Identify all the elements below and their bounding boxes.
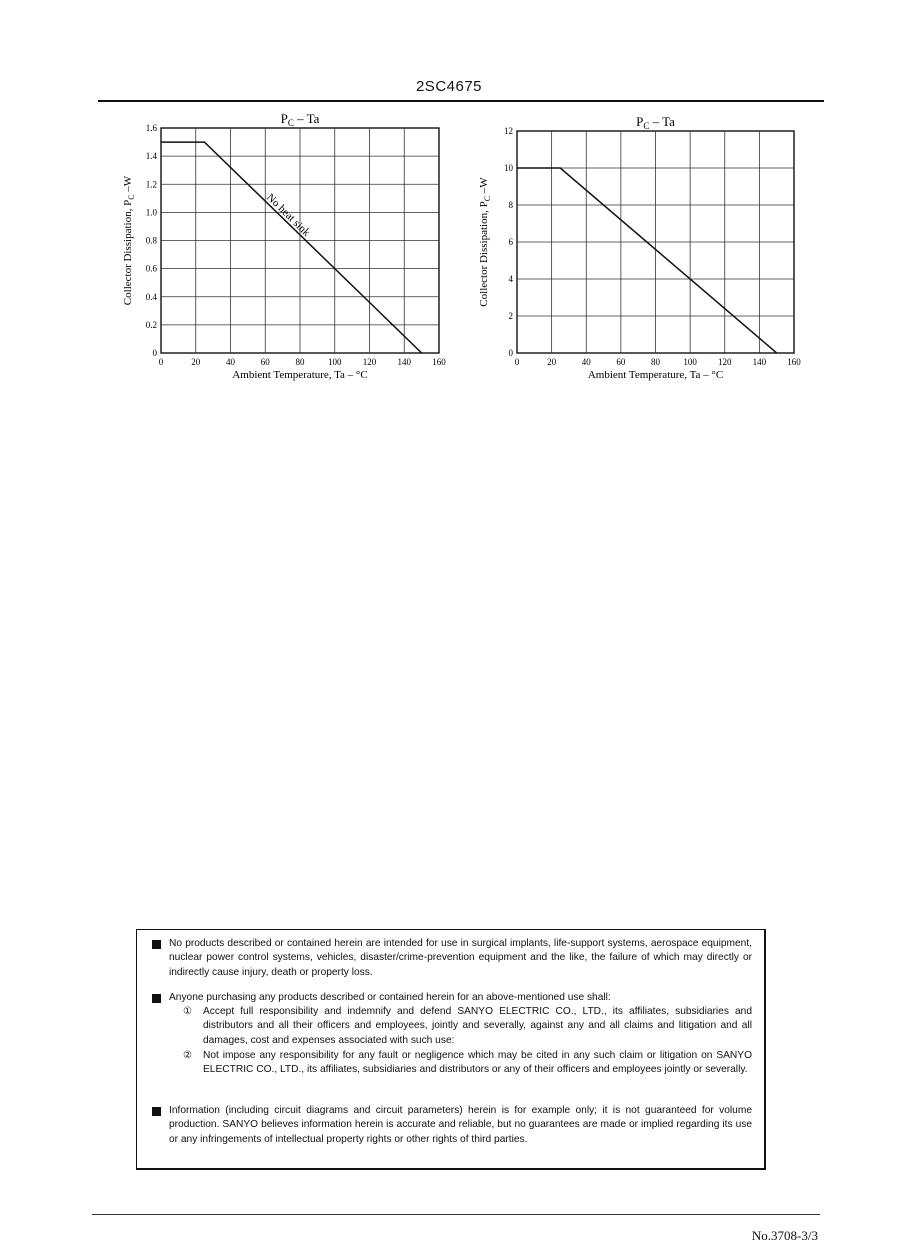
x-tick-label: 80	[651, 357, 660, 367]
y-tick-label: 6	[508, 237, 513, 247]
part-number: 2SC4675	[415, 78, 483, 95]
disclaimer-text-3: Information (including circuit diagrams and circuit parameters) herein is for example only; it is not guaranteed for volume production. SANYO believes information herein is accurate and reliable, but no guarantees are made or implied regarding its use or any infringements of intellectual property rights or other rights of third parties.	[169, 1105, 752, 1145]
disclaimer-subitem-2	[183, 1049, 752, 1078]
chart-title-subscript: C	[287, 118, 294, 128]
y-tick-label: 0	[152, 348, 157, 358]
x-tick-label: 20	[547, 357, 557, 367]
x-tick-label: 40	[226, 357, 235, 367]
y-axis-label-unit: –W	[478, 177, 490, 196]
circled-two-marker: ②	[183, 1050, 193, 1061]
x-tick-label: 0	[514, 357, 520, 367]
x-tick-label: 0	[158, 357, 164, 367]
x-tick-label: 120	[718, 357, 732, 367]
disclaimer-box	[136, 929, 766, 1170]
disclaimer-item-3	[153, 1104, 752, 1147]
chart-title	[636, 114, 675, 131]
y-tick-label: 1.2	[145, 179, 157, 190]
y-tick-label: 10	[504, 163, 513, 173]
disclaimer-text-1: No products described or contained herein are intended for use in surgical implants, life-support systems, aerospace equipment, nuclear power control systems, vehicles, disaster/crime-prevention equipment and the like, the failure of which may directly or indirectly cause injury, death or property loss.	[169, 938, 752, 978]
x-tick-label: 100	[683, 357, 697, 367]
disclaimer-text-2: Anyone purchasing any products described or contained herein for an above-mentioned use shall:	[169, 992, 611, 1003]
y-tick-label: 1.6	[145, 123, 157, 133]
y-tick-label: 8	[508, 200, 513, 210]
x-tick-label: 40	[581, 357, 591, 367]
disclaimer-subitem-1	[183, 1005, 752, 1048]
y-tick-label: 1.0	[145, 207, 157, 218]
x-axis-label: Ambient Temperature, Ta – °C	[587, 369, 724, 381]
bullet-icon	[152, 940, 161, 949]
y-tick-label: 0	[508, 348, 513, 358]
x-tick-label: 100	[328, 357, 342, 367]
y-axis-label	[122, 175, 136, 305]
y-axis-label-subscript: C	[483, 195, 492, 202]
chart-title-main: P	[636, 114, 644, 129]
chart-title	[281, 111, 320, 128]
x-tick-label: 160	[432, 357, 446, 367]
disclaimer-subtext-2: Not impose any responsibility for any fault or negligence which may be cited in any such claim or litigation on SANYO ELECTRIC CO., LTD., its affiliates, subsidiaries and distributors or any of their officers and employees jointly or severally.	[203, 1050, 752, 1076]
y-tick-label: 0.8	[145, 235, 157, 246]
series-label: No heat sink	[264, 191, 313, 239]
circled-one-marker: ①	[183, 1006, 193, 1017]
y-tick-label: 0.4	[145, 291, 157, 302]
y-tick-label: 1.4	[145, 151, 157, 162]
y-tick-label: 0.2	[145, 319, 157, 330]
y-axis-label	[478, 177, 492, 307]
bullet-icon	[152, 994, 161, 1003]
chart-title-subscript: C	[643, 121, 650, 131]
x-tick-label: 140	[752, 357, 767, 367]
chart-pc-ta-right	[462, 105, 812, 395]
footer-rule	[92, 1214, 820, 1215]
document-number: No.3708-3/3	[751, 1228, 818, 1243]
y-axis-label-subscript: C	[127, 194, 136, 200]
x-tick-label: 60	[616, 357, 626, 367]
bullet-icon	[152, 1107, 161, 1116]
y-tick-label: 12	[504, 126, 513, 136]
y-tick-label: 0.6	[145, 263, 157, 274]
disclaimer-subtext-1: Accept full responsibility and indemnify and defend SANYO ELECTRIC CO., LTD., its affiliates, subsidiaries and distributors and all their officers and employees, jointly and severally, against any and all claims and litigation and all damages, cost and expenses associated with such use:	[203, 1006, 752, 1046]
x-tick-label: 140	[397, 357, 411, 367]
chart-title-main: P	[280, 111, 288, 126]
y-axis-label-unit: –W	[122, 175, 134, 195]
header-rule	[98, 100, 824, 102]
disclaimer-item-2	[153, 991, 752, 1005]
series-line	[517, 168, 777, 353]
x-tick-label: 160	[787, 357, 801, 367]
x-tick-label: 60	[260, 357, 270, 367]
disclaimer-item-1	[153, 937, 752, 980]
chart-title-rest: – Ta	[293, 111, 320, 126]
x-axis-label: Ambient Temperature, Ta – °C	[232, 369, 368, 381]
y-axis-label-main: Collector Dissipation, P	[122, 199, 134, 306]
x-tick-label: 80	[295, 357, 305, 367]
x-tick-label: 20	[191, 357, 201, 367]
series-line	[161, 142, 422, 353]
y-tick-label: 2	[508, 311, 513, 321]
y-tick-label: 4	[508, 274, 513, 284]
x-tick-label: 120	[362, 357, 377, 367]
chart-title-rest: – Ta	[649, 114, 675, 129]
chart-pc-ta-left	[100, 105, 450, 395]
y-axis-label-main: Collector Dissipation, P	[478, 201, 490, 307]
